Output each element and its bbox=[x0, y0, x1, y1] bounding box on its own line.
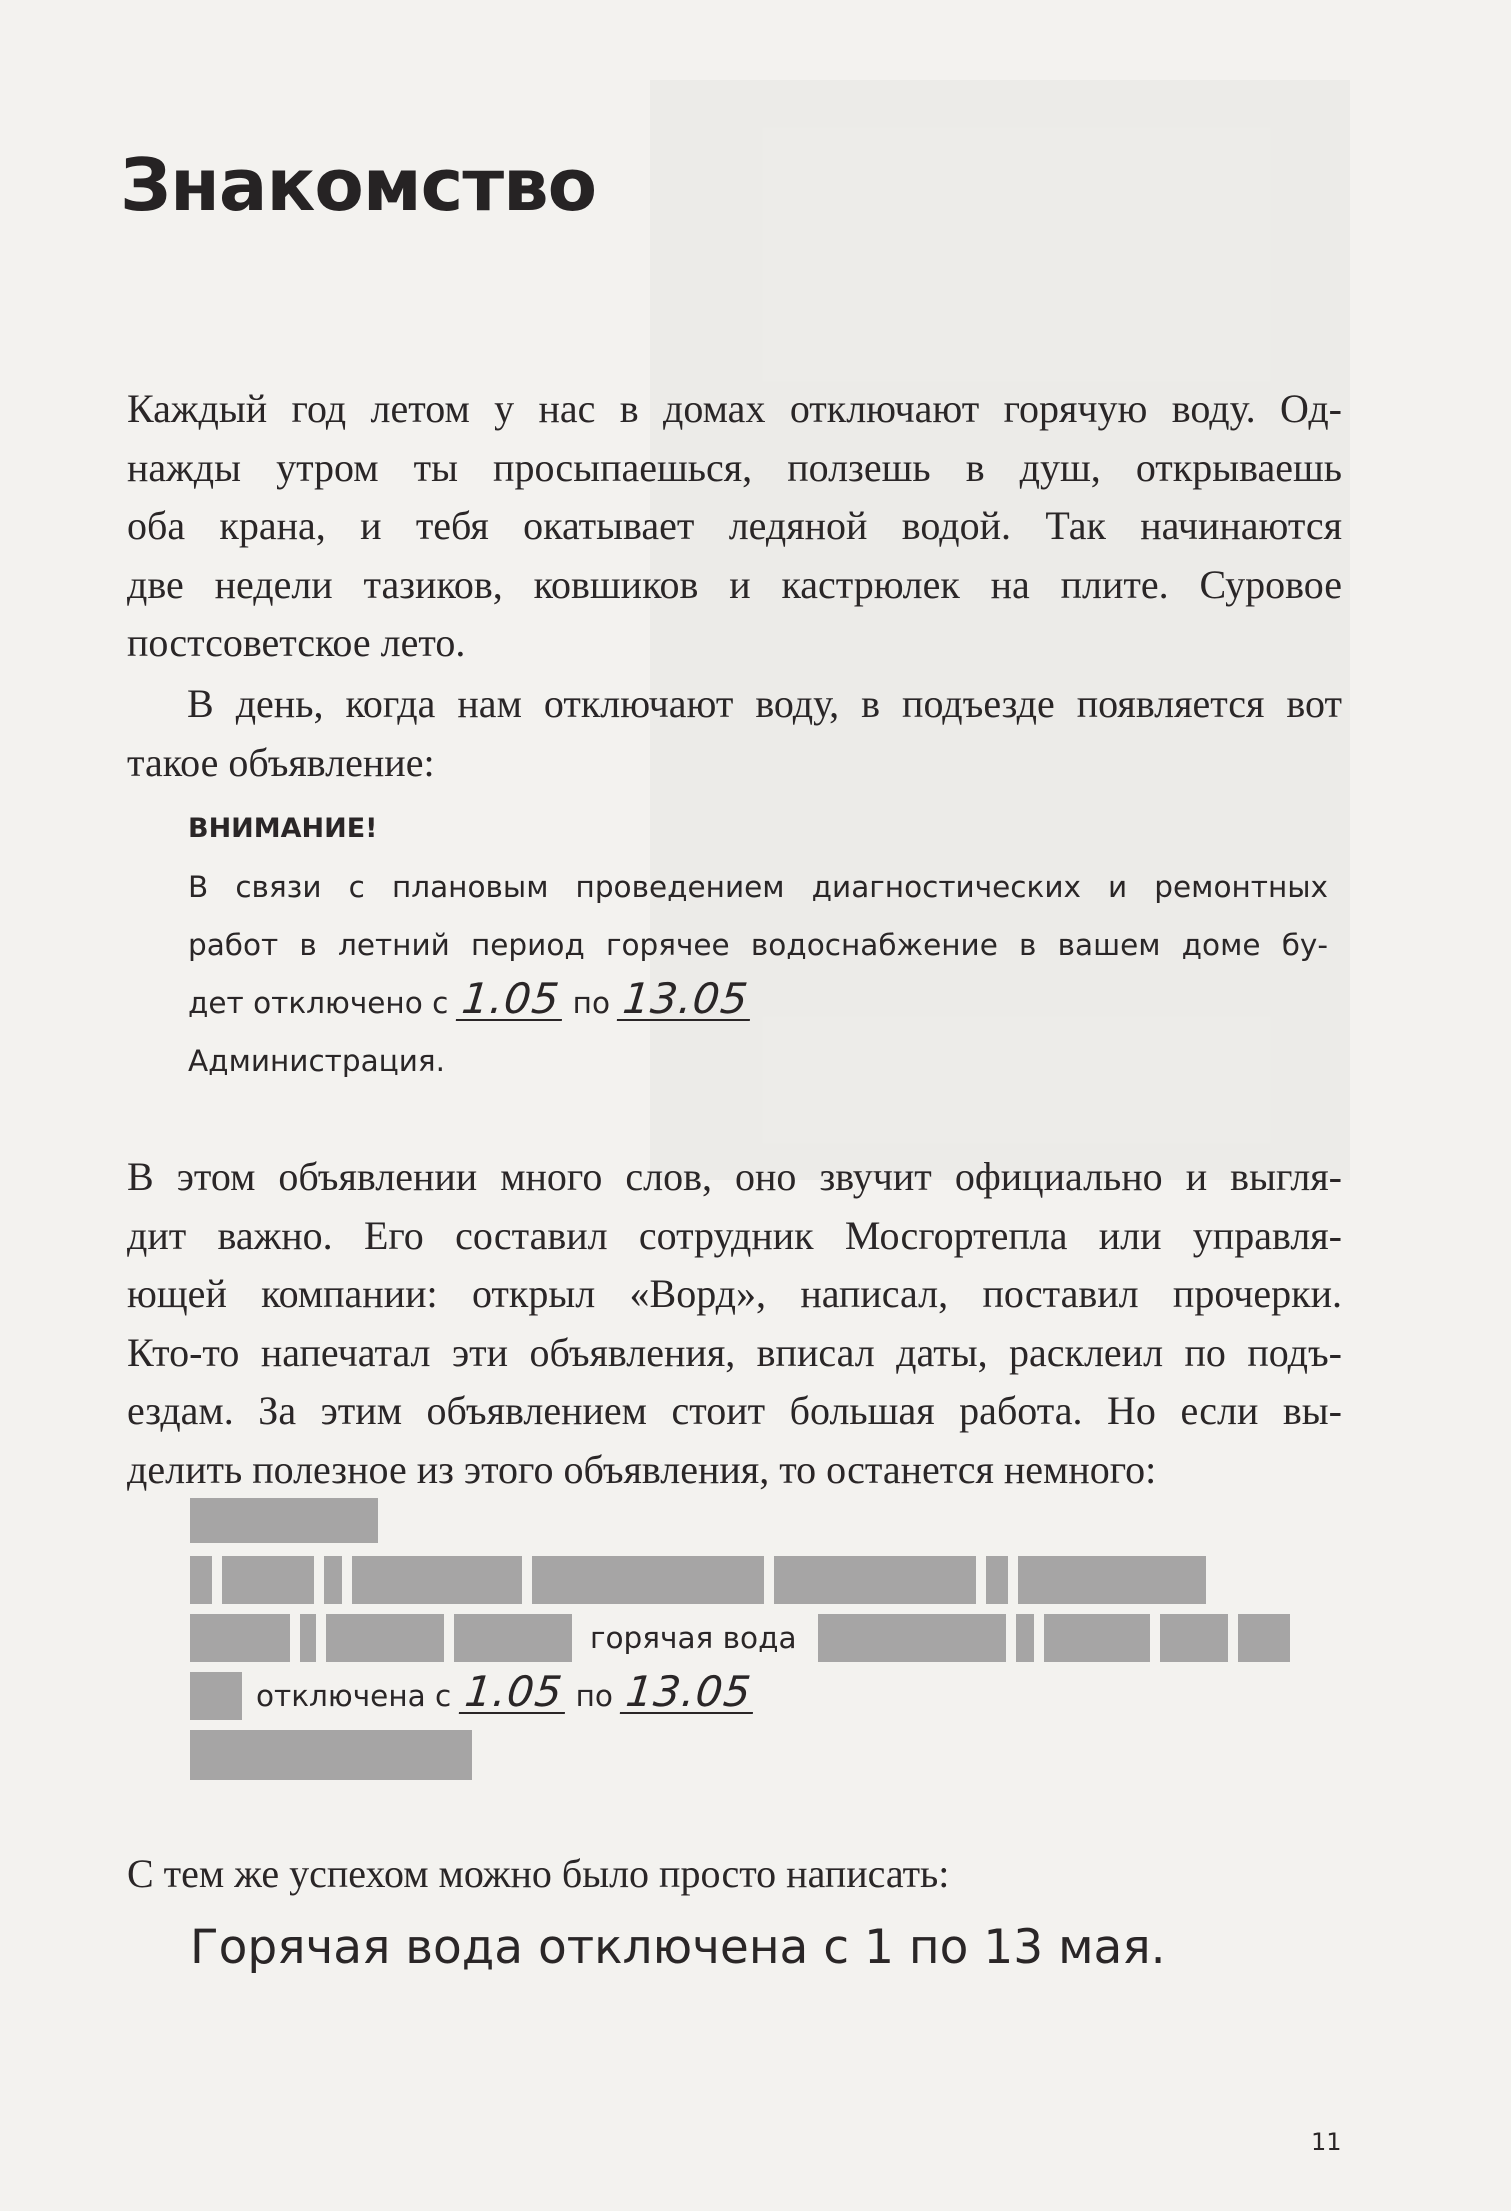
redaction-bar bbox=[324, 1556, 342, 1604]
analysis-paragraph bbox=[127, 1148, 1342, 1499]
redaction-bar bbox=[1238, 1614, 1290, 1662]
text-line: нажды утром ты просыпаешься, ползешь в душ, открываешь bbox=[127, 444, 1342, 490]
redaction-bar bbox=[222, 1556, 314, 1604]
notice-signature: Администрация. bbox=[188, 1044, 446, 1078]
redaction-bar bbox=[532, 1556, 764, 1604]
text-line: В день, когда нам отключают воду, в подъезде появляется вот bbox=[187, 681, 1342, 726]
redaction-bar bbox=[190, 1614, 290, 1662]
intro-paragraph bbox=[127, 380, 1342, 673]
handwritten-date-from: 1.05 bbox=[456, 979, 566, 1021]
text-line: ездам. За этим объявлением стоит большая работа. Но если вы- bbox=[127, 1388, 1342, 1433]
redaction-bar bbox=[1018, 1556, 1206, 1604]
kept-phrase-mid: по bbox=[575, 1679, 613, 1713]
text-line: делить полезное из этого объявления, то останется немного: bbox=[127, 1446, 1157, 1492]
redaction-bar bbox=[1044, 1614, 1150, 1662]
page-title: Знакомство bbox=[120, 143, 597, 227]
text-line: В этом объявлении много слов, оно звучит официально и выгля- bbox=[127, 1154, 1342, 1199]
text-line: ющей компании: открыл «Ворд», написал, поставил прочерки. bbox=[127, 1271, 1342, 1316]
text-line: постсоветское лето. bbox=[127, 620, 466, 665]
redaction-bar bbox=[190, 1556, 212, 1604]
notice-title: ВНИМАНИЕ! bbox=[188, 813, 378, 844]
handwritten-date-to: 13.05 bbox=[617, 979, 755, 1021]
redaction-bar bbox=[1016, 1614, 1034, 1662]
announcement-notice bbox=[188, 800, 1328, 1090]
redaction-bar bbox=[190, 1730, 472, 1780]
handwritten-date-from: 1.05 bbox=[458, 1672, 568, 1714]
redaction-bar bbox=[300, 1614, 316, 1662]
redaction-bar bbox=[190, 1498, 378, 1543]
redaction-bar bbox=[190, 1672, 242, 1720]
announcement-intro-paragraph bbox=[127, 675, 1342, 792]
kept-phrase-prefix: отключена с bbox=[256, 1679, 452, 1713]
redaction-bar bbox=[1160, 1614, 1228, 1662]
text-line: такое объявление: bbox=[127, 739, 435, 785]
redaction-bar bbox=[818, 1614, 1006, 1662]
kept-phrase-disabled-dates bbox=[256, 1667, 756, 1720]
notice-date-mid: по bbox=[572, 986, 610, 1020]
redaction-bar bbox=[774, 1556, 976, 1604]
text-line: две недели тазиков, ковшиков и кастрюлек на плите. Суровое bbox=[127, 561, 1342, 607]
redaction-bar bbox=[986, 1556, 1008, 1604]
text-line: оба крана, и тебя окатывает ледяной водой. Так начинаются bbox=[127, 503, 1342, 548]
text-line: Каждый год летом у нас в домах отключают горячую воду. Од- bbox=[127, 386, 1342, 431]
page-number: 11 bbox=[1311, 2128, 1342, 2156]
redaction-bar bbox=[326, 1614, 444, 1662]
conclusion-paragraph bbox=[127, 1845, 1342, 1904]
notice-date-prefix: дет отключено с bbox=[188, 986, 449, 1020]
kept-phrase-hot-water: горячая вода bbox=[590, 1621, 797, 1655]
redaction-bar bbox=[454, 1614, 572, 1662]
simplified-statement: Горячая вода отключена с 1 по 13 мая. bbox=[190, 1920, 1166, 1975]
notice-line: В связи с плановым проведением диагностических и ремонтных bbox=[188, 870, 1328, 904]
redaction-bar bbox=[352, 1556, 522, 1604]
text-line: Кто-то напечатал эти объявления, вписал даты, расклеил по подъ- bbox=[127, 1329, 1342, 1375]
notice-line: работ в летний период горячее водоснабжение в вашем доме бу- bbox=[188, 928, 1328, 962]
handwritten-date-to: 13.05 bbox=[620, 1672, 758, 1714]
notice-date-line bbox=[188, 974, 1328, 1032]
redacted-notice bbox=[190, 1498, 1320, 1788]
text-line: С тем же успехом можно было просто написать: bbox=[127, 1851, 950, 1896]
text-line: дит важно. Его составил сотрудник Мосгортепла или управля- bbox=[127, 1212, 1342, 1258]
